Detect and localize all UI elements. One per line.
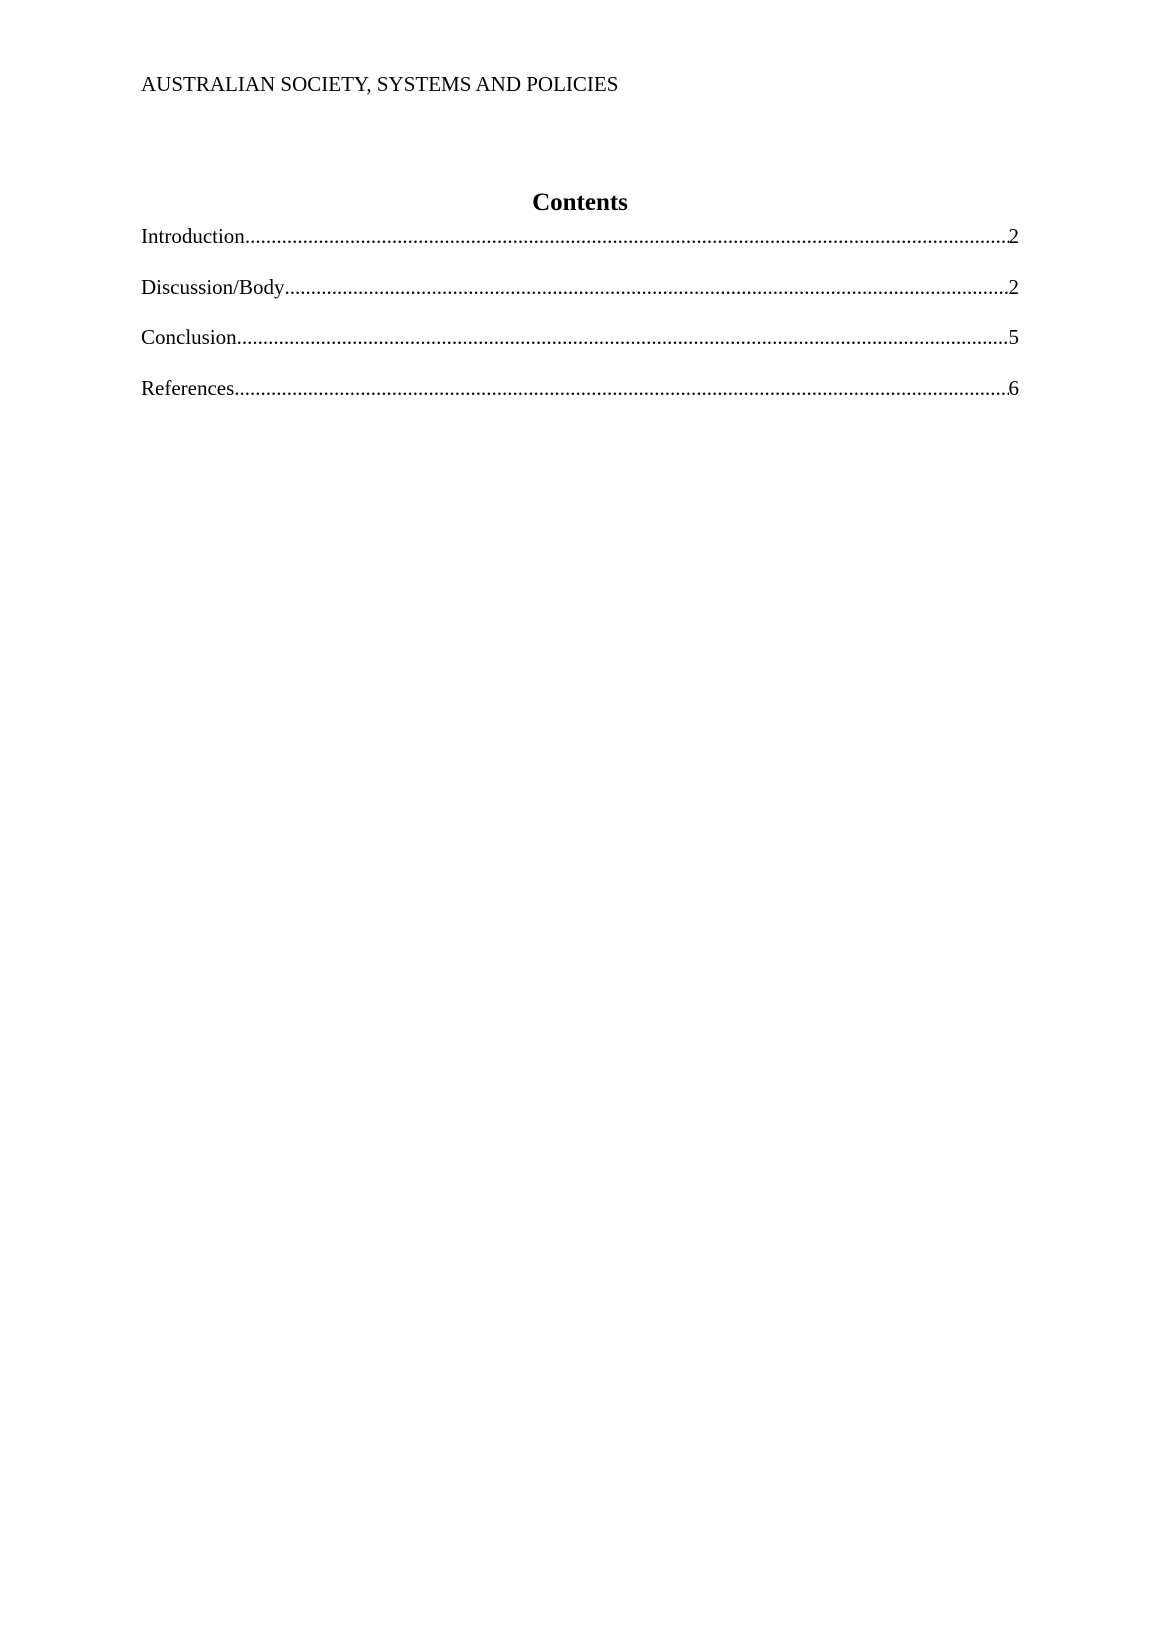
toc-entry-label: Conclusion <box>141 325 237 349</box>
toc-dot-leader <box>285 273 1009 301</box>
toc-page-number: 6 <box>1008 375 1019 400</box>
toc-entry-label: References <box>141 375 235 400</box>
toc-dot-leader <box>237 323 1009 351</box>
toc-entry-discussion-body[interactable] <box>141 273 1019 301</box>
toc-entry-label: Discussion/Body <box>141 274 285 299</box>
toc-page-number: 5 <box>1008 325 1019 349</box>
toc-dot-leader <box>234 374 1008 402</box>
toc-entry-references[interactable] <box>141 374 1019 402</box>
toc-entry-conclusion[interactable] <box>141 323 1019 351</box>
table-of-contents <box>141 222 1019 424</box>
toc-dot-leader <box>245 222 1009 250</box>
toc-title: Contents <box>532 189 628 216</box>
running-head: AUSTRALIAN SOCIETY, SYSTEMS AND POLICIES <box>141 72 619 96</box>
toc-page-number: 2 <box>1008 224 1019 248</box>
toc-entry-label: Introduction <box>141 224 245 248</box>
toc-page-number: 2 <box>1008 274 1019 299</box>
toc-entry-introduction[interactable] <box>141 222 1019 250</box>
